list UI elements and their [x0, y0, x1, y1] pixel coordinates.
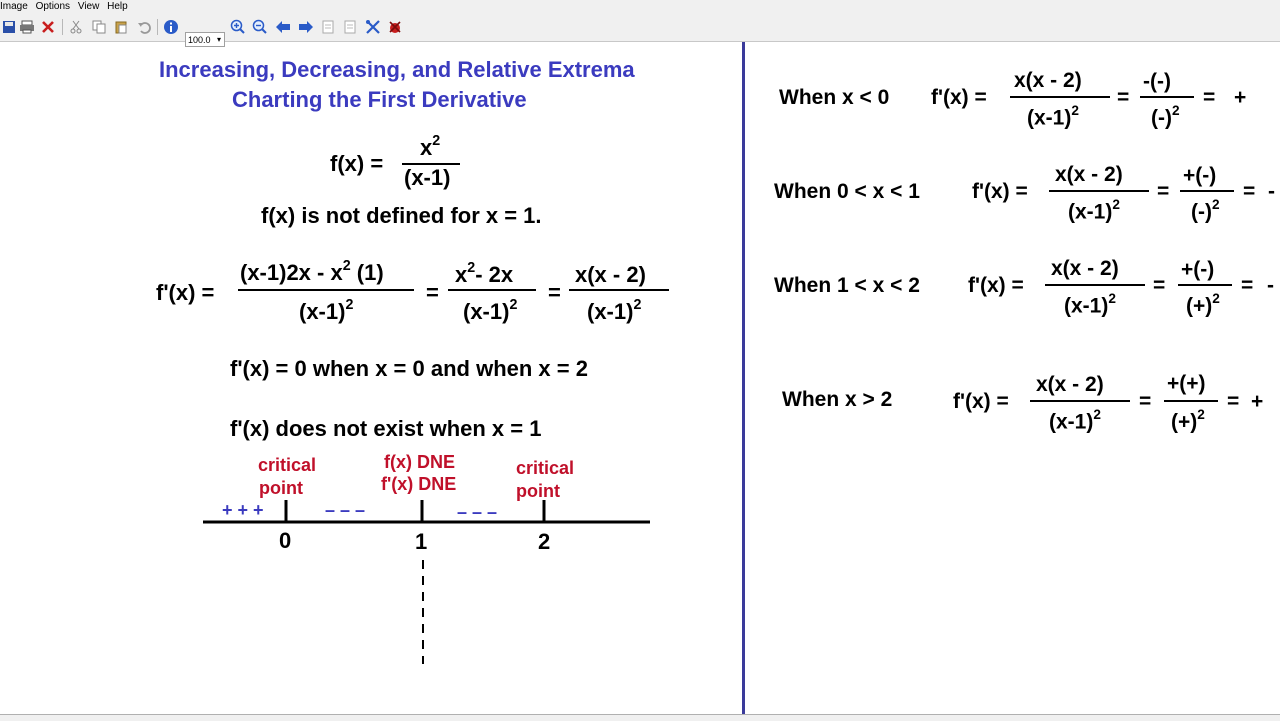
- case2-label: When 0 < x < 1: [774, 180, 920, 203]
- menu-options[interactable]: Options: [35, 1, 71, 12]
- case3-denominator: $(x-1)^2$: [1064, 291, 1116, 318]
- frac2-numerator: $x^2-$ 2x: [455, 260, 514, 287]
- case3-numerator: x(x - 2): [1051, 257, 1119, 280]
- critical-label-1a: critical: [258, 455, 317, 475]
- fx-lhs: f(x) =: [330, 151, 384, 176]
- case3-eq1: =: [1153, 274, 1166, 297]
- case1-sign-numerator: -(-): [1143, 70, 1171, 93]
- case3-sign-denominator: $(+)^2$: [1186, 291, 1220, 318]
- case2-result: -: [1268, 180, 1275, 203]
- case3-eq2: =: [1241, 274, 1254, 297]
- case4-label: When x > 2: [782, 388, 893, 411]
- case3-label: When 1 < x < 2: [774, 274, 920, 297]
- title-line-2: Charting the First Derivative: [232, 87, 527, 112]
- equals-1: =: [426, 280, 439, 305]
- frac3-denominator: $(x-1)^2$: [587, 297, 642, 324]
- case3-fpx: f'(x) =: [968, 274, 1024, 297]
- sign-positive: + + +: [222, 500, 264, 520]
- case2-eq1: =: [1157, 180, 1170, 203]
- equals-2: =: [548, 280, 561, 305]
- critical-label-1b: point: [259, 478, 303, 498]
- fpx-lhs: f'(x) =: [156, 280, 215, 305]
- frac2-denominator: $(x-1)^2$: [463, 297, 518, 324]
- case2-numerator: x(x - 2): [1055, 163, 1123, 186]
- case4-eq1: =: [1139, 390, 1152, 413]
- menu-help[interactable]: Help: [107, 1, 128, 12]
- case1-denominator: $(x-1)^2$: [1027, 103, 1079, 130]
- frac1-numerator: $(x-1)2x - x^2$ (1): [240, 258, 384, 285]
- case1-eq1: =: [1117, 86, 1130, 109]
- panel-divider: [742, 42, 745, 714]
- case4-denominator: $(x-1)^2$: [1049, 407, 1101, 434]
- case3-result: -: [1267, 274, 1274, 297]
- case1-sign-denominator: $(-)^2$: [1151, 103, 1180, 130]
- zoom-input[interactable]: 100.0: [185, 32, 225, 47]
- dne-text: f'(x) does not exist when x = 1: [230, 416, 542, 441]
- title-line-1: Increasing, Decreasing, and Relative Extrema: [159, 57, 635, 82]
- case1-label: When x < 0: [779, 86, 890, 109]
- not-defined-text: f(x) is not defined for x = 1.: [261, 203, 542, 228]
- case4-fpx: f'(x) =: [953, 390, 1009, 413]
- tick-label-2: 2: [538, 529, 551, 554]
- fx-numerator: $x^2$: [420, 133, 441, 160]
- fx-denominator: (x-1): [404, 165, 451, 190]
- case4-result: +: [1251, 390, 1264, 413]
- zero-text: f'(x) = 0 when x = 0 and when x = 2: [230, 356, 588, 381]
- case4-sign-denominator: $(+)^2$: [1171, 407, 1205, 434]
- sign-negative-1: – – –: [325, 500, 366, 520]
- case4-sign-numerator: +(+): [1167, 372, 1206, 395]
- case4-eq2: =: [1227, 390, 1240, 413]
- frac3-numerator: x(x - 2): [575, 262, 646, 287]
- sign-negative-2: – – –: [457, 502, 498, 522]
- case3-sign-numerator: +(-): [1181, 258, 1215, 281]
- case2-sign-denominator: $(-)^2$: [1191, 197, 1220, 224]
- case2-sign-numerator: +(-): [1183, 164, 1217, 187]
- case1-result: +: [1234, 86, 1247, 109]
- tick-label-1: 1: [415, 529, 428, 554]
- case2-denominator: $(x-1)^2$: [1068, 197, 1120, 224]
- frac1-denominator: $(x-1)^2$: [299, 297, 354, 324]
- dne-label-a: f(x) DNE: [384, 452, 455, 472]
- critical-label-2b: point: [516, 481, 560, 501]
- case1-eq2: =: [1203, 86, 1216, 109]
- critical-label-2a: critical: [516, 458, 575, 478]
- case4-numerator: x(x - 2): [1036, 373, 1104, 396]
- dne-label-b: f'(x) DNE: [381, 474, 457, 494]
- case2-eq2: =: [1243, 180, 1256, 203]
- chevron-down-icon[interactable]: ▾: [217, 35, 222, 44]
- case1-numerator: x(x - 2): [1014, 69, 1082, 92]
- menu-image[interactable]: Image: [0, 1, 28, 12]
- tick-label-0: 0: [279, 528, 292, 553]
- case2-fpx: f'(x) =: [972, 180, 1028, 203]
- menu-view[interactable]: View: [77, 1, 100, 12]
- case1-fpx: f'(x) =: [931, 86, 987, 109]
